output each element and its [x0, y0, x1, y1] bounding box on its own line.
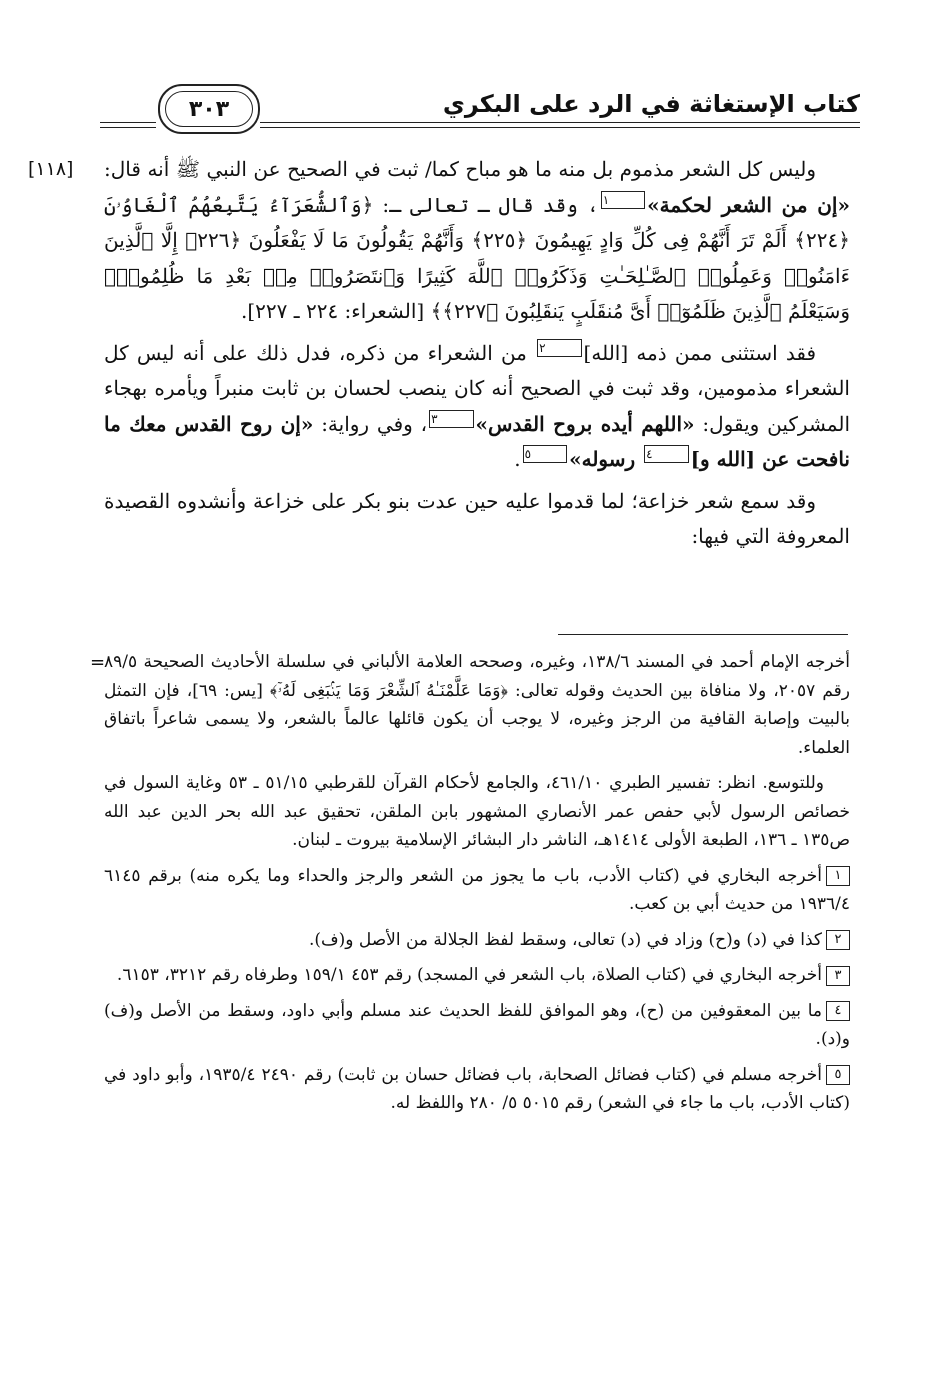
footnote-ref-5: ٥ — [523, 445, 567, 463]
footnote-item — [104, 1061, 850, 1118]
footnote-text: كذا في (د) و(ح) وزاد في (د) تعالى، وسقط لفظ الجلالة من الأصل و(ف). — [308, 929, 822, 950]
footnote-ref-1: ١ — [601, 191, 645, 209]
p2-text-d: . — [514, 447, 521, 471]
hadith-quote-3b: رسوله» — [569, 447, 643, 471]
paragraph-1 — [104, 152, 850, 330]
header-rule-left-bottom — [100, 127, 156, 128]
hadith-quote-3a: «إن روح القدس معك ما نافحت عن [الله و] — [104, 411, 850, 471]
hadith-quote-2: «اللهم أيده بروح القدس» — [475, 411, 695, 436]
footnote-item — [104, 997, 850, 1054]
manuscript-folio-marker: [١١٨] — [28, 158, 74, 180]
paragraph-2 — [104, 336, 850, 478]
footnote-continuation-1: أخرجه الإمام أحمد في المسند ١٣٨/٦، وغيره، وصححه العلامة الألباني في سلسلة الأحاديث الصحيحة ٨٩/٥ رقم ٢٠٥٧، ولا منافاة بين الحديث وقوله تعالى: ﴿وَمَا عَلَّمْنَـٰهُ ٱلشِّعْرَ وَمَا يَنۢبَغِى لَهُۥٓ﴾ [يس: ٦٩]، فإن التمثل بالبيت وإصابة القافية من الرجز وغيره، لا يوجب أن يكون قائلها عالماً بالشعر، ولا يسمى شاعراً باتفاق العلماء. — [104, 652, 851, 758]
hadith-quote-1: «إن من الشعر لحكمة» — [647, 192, 850, 217]
footnote-number: ١ — [826, 866, 850, 886]
header-rule-right-bottom — [260, 127, 860, 128]
footnote-item — [104, 862, 850, 919]
paragraph-3: وقد سمع شعر خزاعة؛ لما قدموا عليه حين عدت بنو بكر على خزاعة وأنشدوه القصيدة المعروفة التي فيها: — [104, 488, 850, 548]
page-header — [100, 84, 860, 144]
footnote-number: ٥ — [826, 1065, 850, 1085]
footnote-number: ٢ — [826, 930, 850, 950]
footnote-text: ما بين المعقوفين من (ح)، وهو الموافق للفظ الحديث عند مسلم وأبي داود، وسقط من الأصل و(ف) و(د). — [104, 1000, 850, 1049]
footnote-item — [104, 926, 850, 955]
book-title: كتاب الإستغاثة في الرد على البكري — [442, 90, 860, 118]
header-rule-right-top — [260, 122, 860, 123]
main-text — [104, 152, 850, 561]
page-number: ٣٠٣ — [165, 91, 253, 127]
page-number-badge — [158, 84, 260, 134]
footnote-ref-2: ٢ — [537, 339, 581, 357]
header-rule-left-top — [100, 122, 156, 123]
p1-text-b: ، وقد قال ـ تعالى ـ: ﴿وَٱلشُّعَرَآءُ يَتَّبِعُهُمُ ٱلْغَاوُۥنَ ﴿٢٢٤﴾ أَلَمْ تَرَ أَنَّهُمْ فِى كُلِّ وَادٍ يَهِيمُونَ ﴿٢٢٥﴾ وَأَنَّهُمْ يَقُولُونَ مَا لَا يَفْعَلُونَ ﴿٢٢٦﴾ إِلَّا ٱلَّذِينَ ءَامَنُوا۟ وَعَمِلُوا۟ ٱلصَّـٰلِحَـٰتِ وَذَكَرُوا۟ ٱللَّهَ كَثِيرًا وَٱنتَصَرُوا۟ مِنۢ بَعْدِ مَا ظُلِمُوا۟ۗ وَسَيَعْلَمُ ٱلَّذِينَ ظَلَمُوٓا۟ أَىَّ مُنقَلَبٍ يَنقَلِبُونَ ﴿٢٢٧﴾﴾ [الشعراء: ٢٢٤ ـ ٢٢٧]. — [104, 192, 850, 323]
footnote-number: ٤ — [826, 1001, 850, 1021]
footnote-ref-4: ٤ — [644, 445, 688, 463]
p1-text-a: وليس كل الشعر مذموم بل منه ما هو مباح كما/ ثبت في الصحيح عن النبي ﷺ أنه قال: — [104, 157, 816, 181]
footnote-continuation-2: وللتوسع. انظر: تفسير الطبري ٤٦١/١٠، والجامع لأحكام القرآن للقرطبي ٥١/١٥ ـ ٥٣ وغاية السول في خصائص الرسول لأبي حفص عمر الأنصاري المشهور بابن الملقن، تحقيق عبد الله بحر الدين عبد الله ص١٣٥ ـ ١٣٦، الطبعة الأولى ١٤١٤هـ، الناشر دار البشائر الإسلامية بيروت ـ لبنان. — [104, 773, 850, 850]
p2-text-c: ، وفي رواية: — [313, 411, 428, 436]
footnote-item — [104, 961, 850, 990]
p2-text-a: فقد استثنى ممن ذمه [الله] — [583, 340, 817, 365]
footnote-text: أخرجه البخاري في (كتاب الأدب، باب ما يجوز من الشعر والرجز والحداء وما يكره منه) برقم ٦١٤٥ ١٩٣٦/٤ من حديث أبي بن كعب. — [104, 865, 850, 914]
footnote-text: أخرجه مسلم في (كتاب فضائل الصحابة، باب فضائل حسان بن ثابت) رقم ٢٤٩٠ ١٩٣٥/٤، وأبو داود في (كتاب الأدب، باب ما جاء في الشعر) رقم ٥٠١٥ ٥/ ٢٨٠ واللفظ له. — [104, 1064, 850, 1113]
footnote-separator — [558, 634, 848, 635]
footnotes — [104, 648, 850, 1125]
footnote-continuation-mark: = — [90, 652, 106, 673]
footnote-number: ٣ — [826, 966, 850, 986]
p2-text-b: من الشعراء من ذكره، فدل ذلك على أنه ليس كل الشعراء مذمومين، وقد ثبت في الصحيح أنه كان ينصب لحسان بن ثابت منبراً ويأمره بهجاء المشركين ويقول: — [104, 340, 851, 436]
footnote-text: أخرجه البخاري في (كتاب الصلاة، باب الشعر في المسجد) رقم ٤٥٣ ١٥٩/١ وطرفاه رقم ٣٢١٢، ٦١٥٣. — [116, 965, 822, 985]
footnote-ref-3: ٣ — [429, 410, 473, 428]
